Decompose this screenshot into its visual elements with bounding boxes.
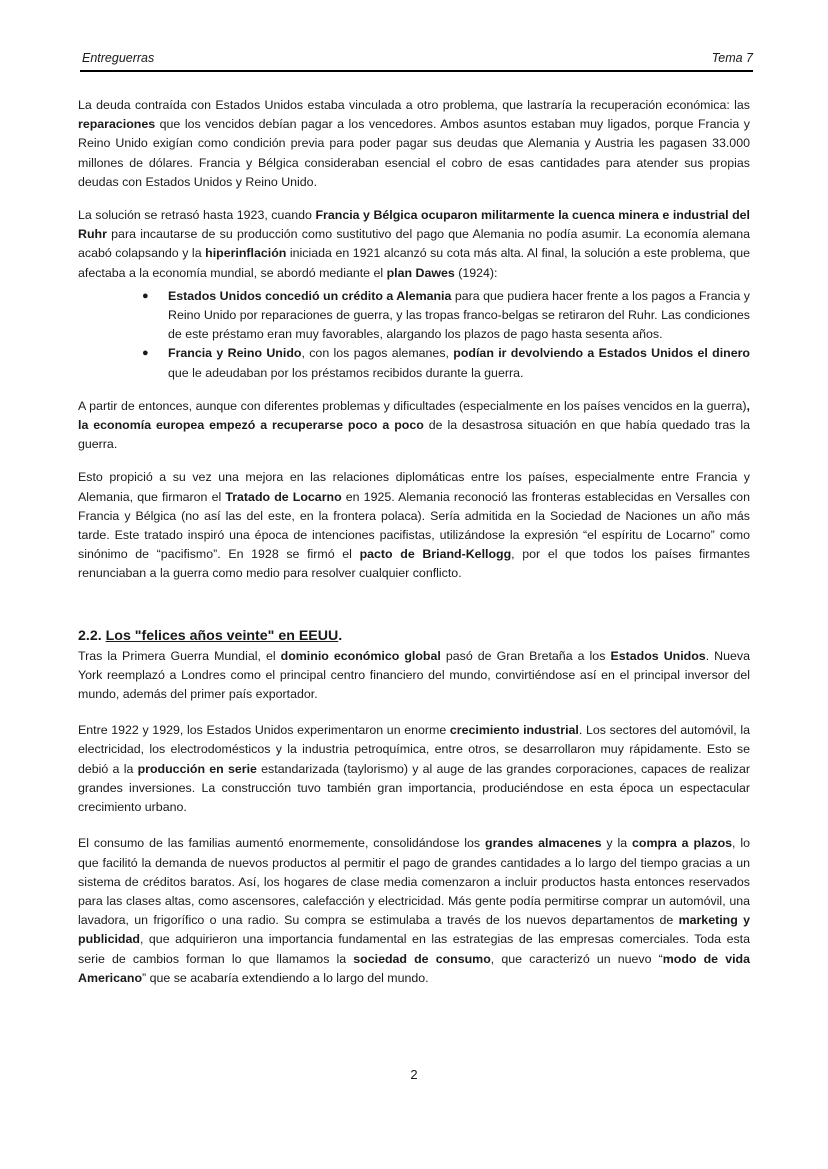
text-span: pasó de Gran Bretaña a los	[440, 648, 611, 663]
bold-term: podían ir devolviendo a Estados Unidos el dinero	[453, 346, 750, 361]
page-number: 2	[410, 1067, 418, 1082]
text-span: , que caracterizó un nuevo “	[490, 951, 663, 966]
text-span: , lo que facilitó la demanda de nuevos productos al permitir el pago de grandes cantidades a lo largo del tiempo gracias a un sistema de créditos baratos. Así, los hogares de clase media comenzaron a incluir productos hasta entonces reservados para las clases altas, como ascensores, calefacción y electricidad. Más gente podía permitirse comprar un automóvil, una lavadora, un frigorífico o una radio. Su compra se estimulaba a través de los nuevos departamentos de	[78, 836, 751, 928]
text-span: para que pudiera hacer frente a los pagos a Francia y Reino Unido por reparaciones de guerra, y las tropas franco-belgas se retiraron del Ruhr. Las condiciones de este préstamo eran muy favorables, alargando los plazos de pago hasta sesenta años.	[168, 288, 750, 342]
bold-term: Francia y Reino Unido	[168, 346, 302, 361]
text-span: que le adeudaban por los préstamos recibidos durante la guerra.	[168, 365, 524, 380]
text-span: Esto propició a su vez una mejora en las relaciones diplomáticas entre los países, especialmente entre Francia y Alemania, que firmaron el	[78, 470, 750, 504]
paragraph-reparations	[78, 96, 750, 192]
paragraph-locarno	[78, 468, 750, 583]
bold-term: reparaciones	[78, 117, 156, 132]
header-chapter-title: Entreguerras	[82, 51, 155, 65]
text-span: ” que se acabaría extendiendo a lo largo del mundo.	[142, 970, 429, 985]
bold-term: producción en serie	[137, 761, 257, 776]
bold-term: sociedad de consumo	[353, 951, 491, 966]
text-span: en 1925. Alemania reconoció las fronteras establecidas en Versalles con Francia y Bélgica (no así las del este, en la frontera polaca). Sería admitida en la Sociedad de Naciones un año más tarde. Este tratado inspiró una época de intenciones pacifistas, utilizándose la expresión “el espíritu de Locarno” como sinónimo de “pacifismo”. En 1928 se firmó el	[78, 489, 750, 562]
text-span: La deuda contraída con Estados Unidos estaba vinculada a otro problema, que lastraría la recuperación económica: las	[78, 98, 750, 112]
text-span: , que adquirieron una importancia fundamental en las estrategias de las empresas comerciales. Toda esta serie de cambios forman lo que llamamos la	[78, 932, 750, 966]
bold-term: , la economía europea empezó a recuperarse poco a poco	[78, 398, 750, 433]
bullet-icon: ●	[142, 289, 149, 302]
text-span: El consumo de las familias aumentó enormemente, consolidándose los	[78, 836, 486, 851]
bold-term: hiperinflación	[205, 246, 287, 261]
bold-term: pacto de Briand-Kellogg	[359, 547, 512, 562]
bold-term: dominio económico global	[280, 648, 441, 663]
paragraph-industrial-growth	[78, 721, 750, 817]
bold-term: marketing y publicidad	[78, 913, 750, 947]
text-span: , por el que todos los países firmantes renunciaban a la guerra como medio para resolver cualquier conflicto.	[78, 547, 750, 581]
text-span: y la	[601, 836, 633, 851]
text-span: A partir de entonces, aunque con diferentes problemas y dificultades (especialmente en los países vencidos en la guerra)	[78, 398, 747, 413]
page-header	[80, 50, 753, 72]
list-item	[142, 344, 750, 382]
bold-term: crecimiento industrial	[449, 723, 579, 738]
list-item	[142, 287, 750, 345]
bold-term: compra a plazos	[632, 836, 733, 851]
text-span: Entre 1922 y 1929, los Estados Unidos experimentaron un enorme	[78, 723, 450, 738]
document-body	[78, 96, 750, 988]
text-span: iniciada en 1921 alcanzó su cota más alta. Al final, la solución a este problema, que afectaba a la economía mundial, se abordó mediante el	[78, 246, 751, 280]
text-span: La solución se retrasó hasta 1923, cuando	[78, 208, 316, 223]
bold-term: Estados Unidos	[610, 648, 706, 663]
text-span: (1924):	[454, 265, 498, 280]
bold-term: Francia y Bélgica ocuparon militarmente la cuenca minera e industrial del Ruhr	[78, 208, 750, 242]
paragraph-recovery	[78, 397, 750, 455]
bullet-icon: ●	[142, 347, 149, 360]
dawes-plan-list	[78, 287, 750, 383]
text-span: de la desastrosa situación en que había quedado tras la guerra.	[78, 418, 750, 452]
text-span: estandarizada (taylorismo) y al auge de las grandes corporaciones, capaces de realizar grandes inversiones. La construcción tuvo también gran importancia, produciéndose en esta época un espectacular crecimiento urbano.	[78, 761, 750, 815]
text-span: Tras la Primera Guerra Mundial, el	[78, 648, 281, 663]
paragraph-us-dominance	[78, 647, 750, 705]
section-number: 2.2.	[78, 627, 106, 644]
bold-term: modo de vida Americano	[78, 951, 750, 985]
text-span: para incautarse de su producción como sustitutivo del pago que Alemania no podía asumir. La economía alemana acabó colapsando y la	[78, 227, 750, 261]
bold-term: Tratado de Locarno	[225, 489, 342, 504]
bold-term: grandes almacenes	[485, 836, 602, 851]
paragraph-consumer-society	[78, 834, 750, 988]
section-heading	[78, 626, 750, 646]
section-title-end: .	[338, 627, 343, 644]
text-span: , con los pagos alemanes,	[301, 346, 454, 361]
text-span: . Los sectores del automóvil, la electricidad, los electrodomésticos y la industria petroquímica, entre otros, se desarrollaron muy rápidamente. Esto se debió a la	[78, 723, 750, 776]
section-title: Los "felices años veinte" en EEUU	[105, 627, 339, 644]
header-topic-number: Tema 7	[711, 51, 753, 65]
text-span: . Nueva York reemplazó a Londres como el principal centro financiero del mundo, convirtiéndose así en el principal inversor del mundo, además del primer país exportador.	[78, 648, 750, 702]
bold-term: plan Dawes	[386, 265, 455, 280]
paragraph-ruhr	[78, 206, 750, 283]
text-span: que los vencidos debían pagar a los vencedores. Ambos asuntos estaban muy ligados, porque Francia y Reino Unido exigían como condición previa para poder pagar sus deudas que Alemania y Austria les pagasen 33.000 millones de dólares. Francia y Bélgica consideraban esencial el cobro de esas cantidades para atender sus propias deudas con Estados Unidos y Reino Unido.	[78, 117, 750, 189]
bold-term: Estados Unidos concedió un crédito a Alemania	[168, 288, 452, 303]
